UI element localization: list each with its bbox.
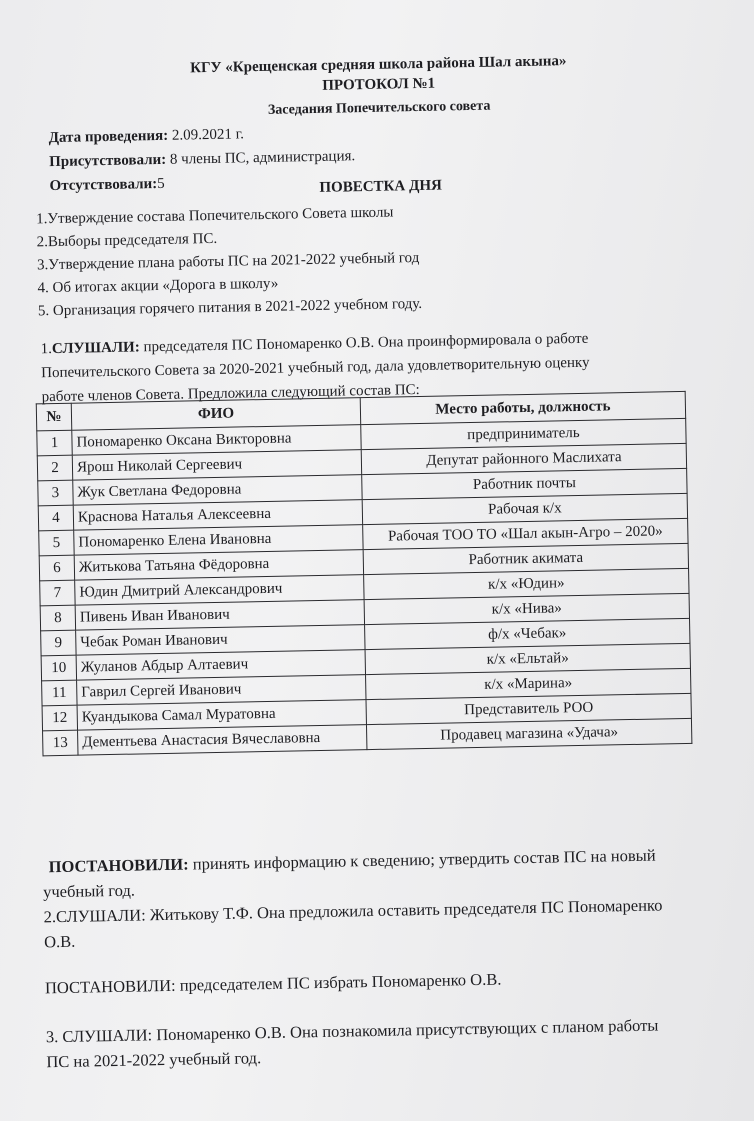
member-name: Жук Светлана Федоровна: [73, 475, 362, 506]
row-number: 4: [38, 505, 73, 531]
absent-value: 5: [157, 175, 165, 193]
resolution1-line1: [48, 846, 655, 878]
section3-line2: ПС на 2021-2022 учебный год.: [46, 1048, 262, 1072]
section1-text: председателя ПС Пономаренко О.В. Она проинформировала о работе: [143, 330, 589, 356]
council-members-table: [36, 391, 693, 756]
resolution1-label: ПОСТАНОВИЛИ:: [48, 854, 189, 877]
attendees: [49, 148, 355, 171]
member-name: Гаврил Сергей Иванович: [77, 675, 366, 706]
row-number: 13: [43, 730, 78, 756]
section1-line1: [41, 331, 589, 359]
section1-line2: Попечительского Совета за 2020-2021 учебный год, дала удовлетворительную оценку: [41, 354, 590, 382]
member-workplace: к/х «Ельтай»: [365, 643, 690, 674]
row-number: 11: [42, 680, 77, 706]
school-title: КГУ «Крещенская средняя школа района Шал акына»: [190, 53, 567, 77]
member-workplace: Депутат районного Маслихата: [361, 443, 686, 474]
meeting-date: [49, 126, 245, 147]
row-number: 6: [39, 555, 74, 581]
member-name: Куандыкова Самал Муратовна: [77, 700, 366, 731]
member-workplace: Представитель РОО: [366, 693, 691, 724]
section1-prefix: 1.: [40, 341, 53, 358]
member-workplace: Продавец магазина «Удача»: [366, 718, 691, 749]
member-workplace: ф/х «Чебак»: [365, 618, 690, 649]
agenda-item: 4. Об итогах акции «Дорога в школу»: [37, 275, 279, 297]
member-workplace: Рабочая ТОО ТО «Шал акын-Агро – 2020»: [363, 518, 688, 549]
row-number: 2: [37, 455, 72, 481]
row-number: 9: [41, 630, 76, 656]
row-number: 12: [42, 705, 77, 731]
section3-line1: 3. СЛУШАЛИ: Пономаренко О.В. Она познакомила присутствующих с планом работы: [45, 1015, 659, 1047]
resolution2: ПОСТАНОВИЛИ: председателем ПС избрать Пономаренко О.В.: [44, 969, 502, 998]
header-number: №: [36, 403, 72, 431]
member-workplace: к/х «Юдин»: [364, 568, 689, 599]
member-workplace: к/х «Нива»: [364, 593, 689, 624]
agenda-title: ПОВЕСТКА ДНЯ: [319, 177, 443, 196]
member-name: Пономаренко Елена Ивановна: [74, 525, 363, 556]
member-name: Юдин Дмитрий Александрович: [75, 575, 364, 606]
member-name: Краснова Наталья Алексеевна: [73, 500, 362, 531]
header-workplace: Место работы, должность: [360, 391, 685, 424]
member-name: Пономаренко Оксана Викторовна: [72, 425, 361, 456]
section2-line1: 2.СЛУШАЛИ: Житькову Т.Ф. Она предложила оставить председателя ПС Пономаренко: [43, 895, 663, 927]
section1-label: СЛУШАЛИ:: [51, 339, 140, 358]
member-name: Дементьева Анастасия Вячеславовна: [78, 725, 367, 756]
member-workplace: Работник акимата: [363, 543, 688, 574]
present-label: Присутствовали:: [48, 151, 167, 171]
table-body: [37, 418, 692, 755]
meeting-title: Заседания Попечительского совета: [267, 98, 491, 118]
section1-line3: работе членов Совета. Предложила следующий состав ПС:: [41, 382, 420, 406]
section2-line2: О.В.: [43, 931, 76, 952]
row-number: 5: [39, 530, 74, 556]
present-value: 8 члены ПС, администрация.: [169, 148, 356, 168]
row-number: 1: [37, 430, 72, 456]
member-name: Чебак Роман Иванович: [76, 625, 365, 656]
member-name: Жуланов Абдыр Алтаевич: [76, 650, 365, 681]
member-name: Пивень Иван Иванович: [75, 600, 364, 631]
member-workplace: предприниматель: [361, 418, 686, 449]
agenda-item: 1.Утверждение состава Попечительского Совета школы: [36, 204, 394, 228]
member-workplace: Рабочая к/х: [362, 493, 687, 524]
member-workplace: к/х «Марина»: [366, 668, 691, 699]
agenda-item: 2.Выборы председателя ПС.: [36, 230, 218, 251]
member-name: Ярош Николай Сергеевич: [72, 450, 361, 481]
resolution1-line2: учебный год.: [42, 880, 136, 902]
row-number: 10: [41, 655, 76, 681]
agenda-item: 3.Утверждение плана работы ПС на 2021-2022 учебный год: [36, 249, 420, 274]
row-number: 8: [40, 605, 75, 631]
date-value: 2.09.2021 г.: [171, 126, 245, 144]
date-label: Дата проведения:: [48, 127, 169, 147]
member-workplace: Работник почты: [362, 468, 687, 499]
protocol-title: ПРОТОКОЛ №1: [322, 75, 436, 94]
header-name: ФИО: [71, 398, 360, 431]
row-number: 3: [38, 480, 73, 506]
row-number: 7: [40, 580, 75, 606]
member-name: Житькова Татьяна Фёдоровна: [74, 550, 363, 581]
resolution1-text: принять информацию к сведению; утвердить состав ПС на новый: [192, 845, 656, 874]
agenda-item: 5. Организация горячего питания в 2021-2022 учебном году.: [37, 295, 423, 320]
absent-label: Отсутствовали:: [49, 176, 158, 195]
